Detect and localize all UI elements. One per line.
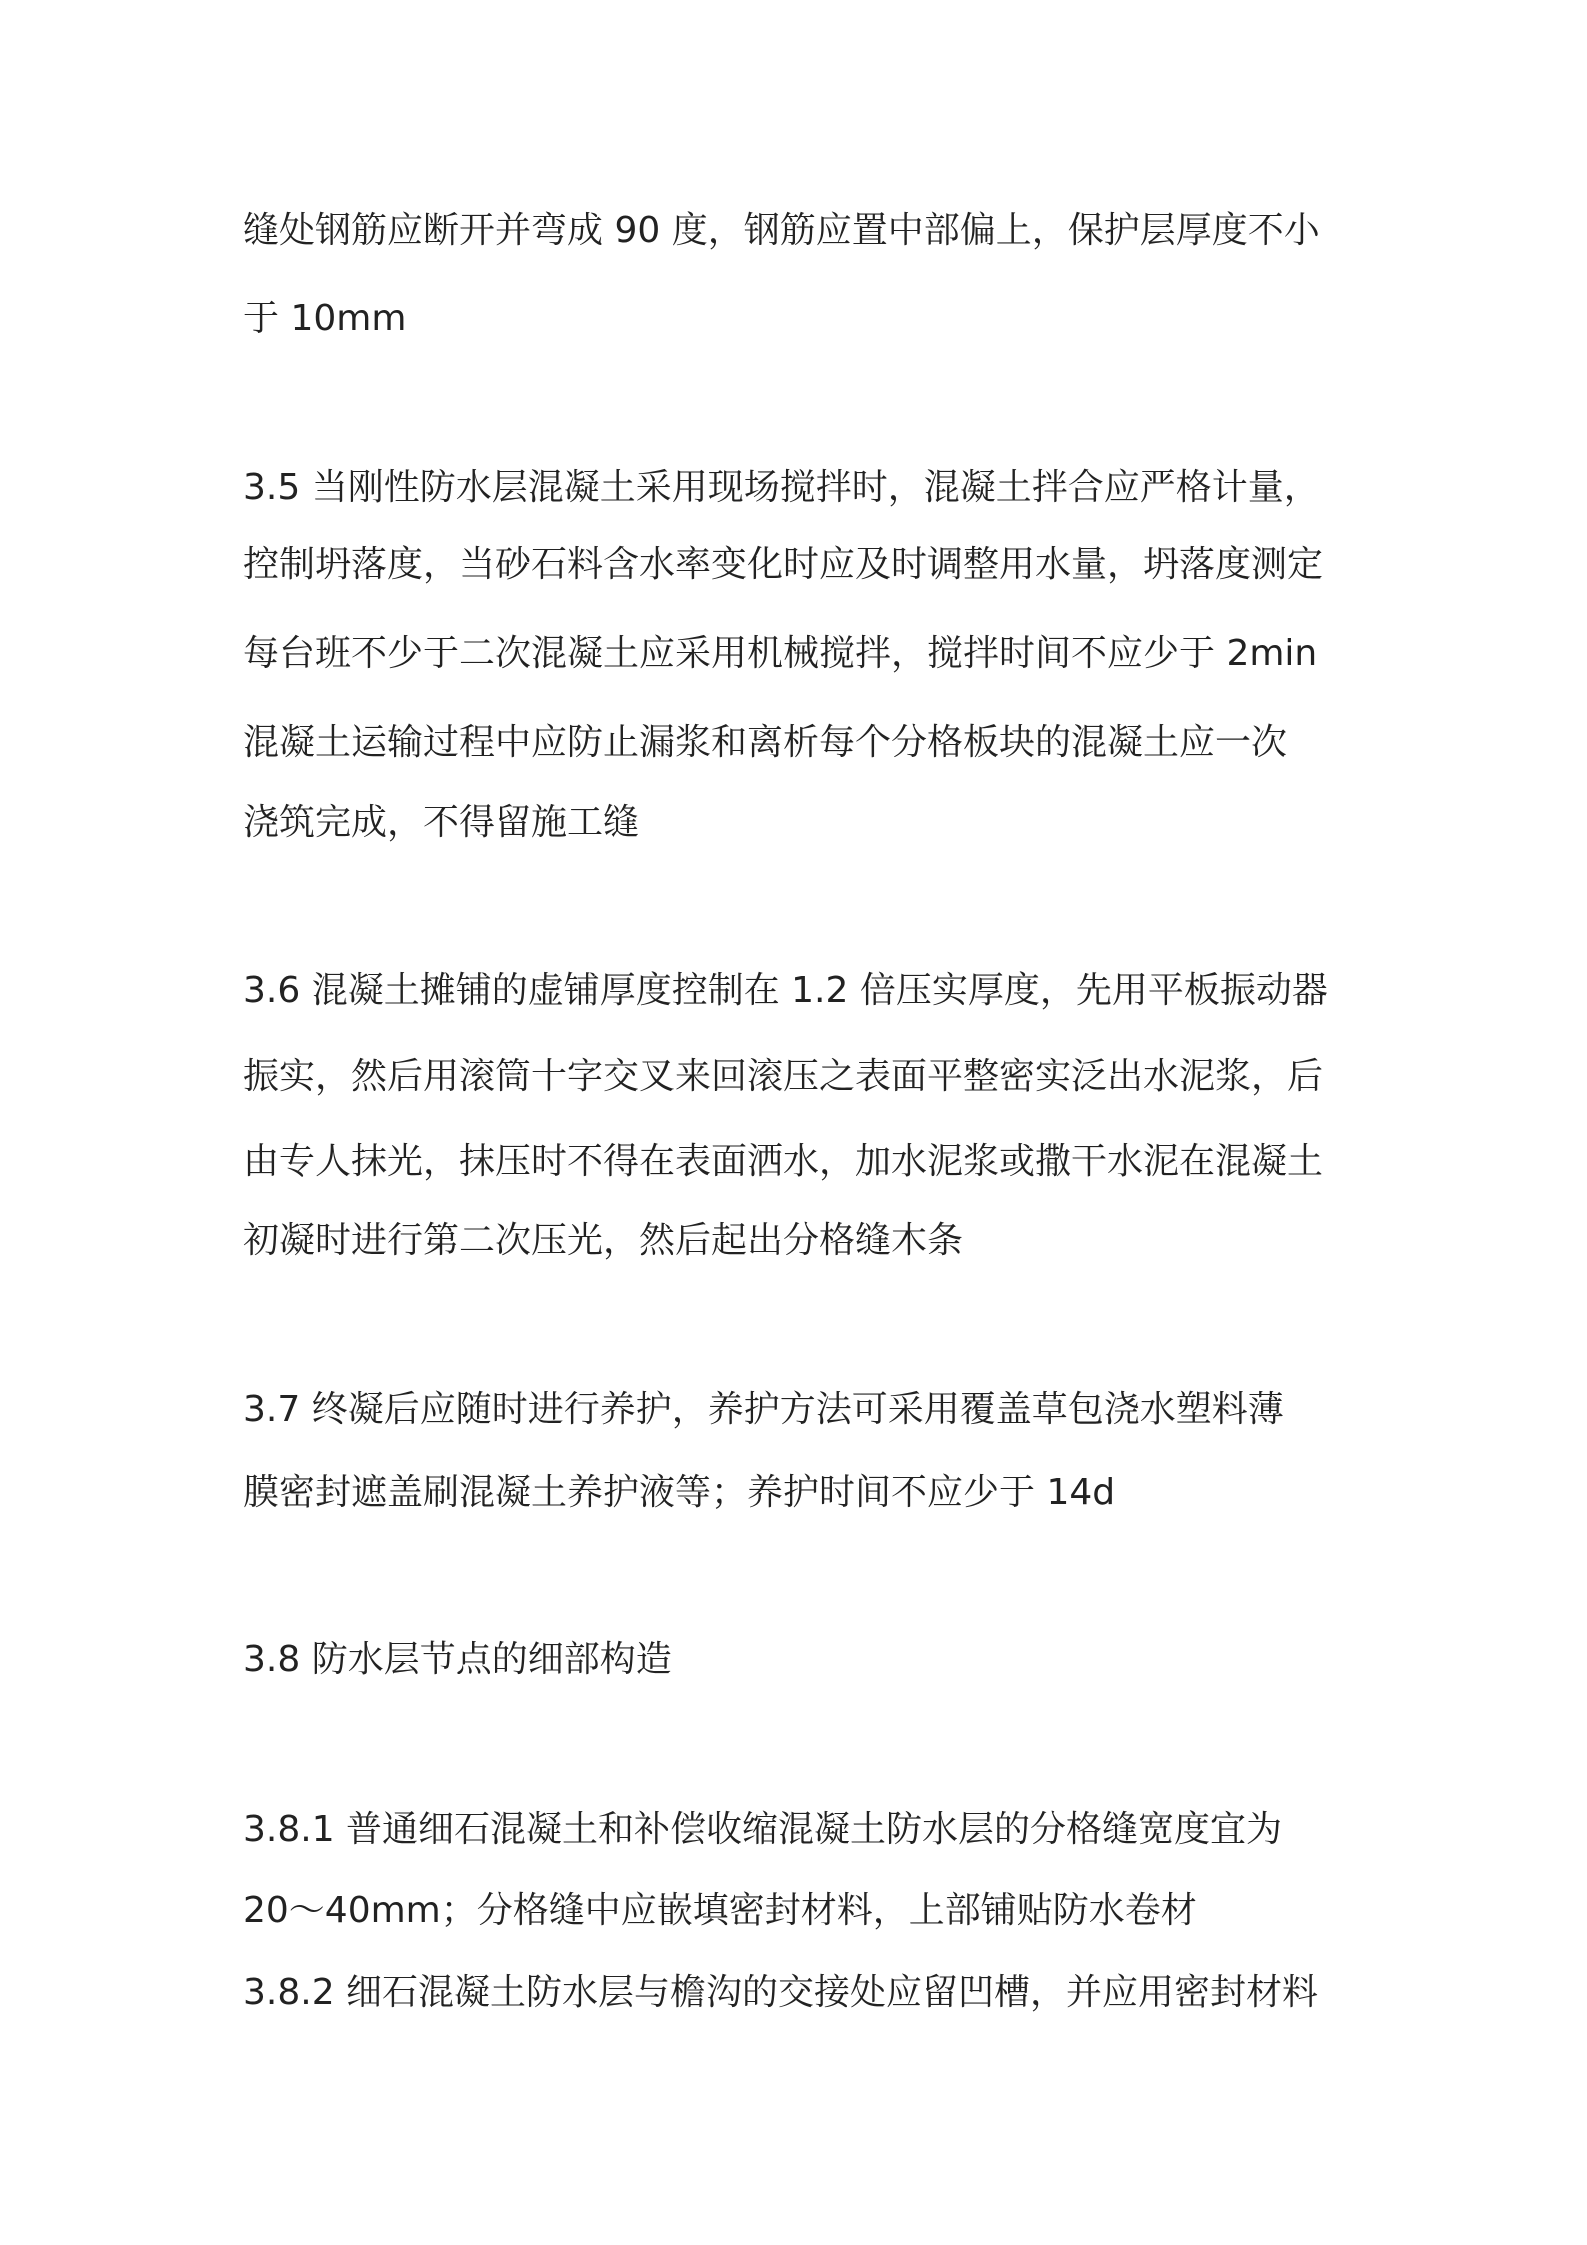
- text-line: 缝处钢筋应断开并弯成 90 度，钢筋应置中部偏上，保护层厚度不小: [243, 210, 1320, 251]
- text-line: 3.5 当刚性防水层混凝土采用现场搅拌时，混凝土拌合应严格计量，: [243, 467, 1320, 508]
- text-line: 浇筑完成，不得留施工缝: [243, 802, 640, 843]
- text-line: 混凝土运输过程中应防止漏浆和离析每个分格板块的混凝土应一次: [243, 722, 1288, 763]
- text-line: 由专人抹光，抹压时不得在表面洒水，加水泥浆或撒干水泥在混凝土: [243, 1141, 1324, 1182]
- section-heading: 3.8 防水层节点的细部构造: [243, 1639, 672, 1680]
- text-line: 每台班不少于二次混凝土应采用机械搅拌，搅拌时间不应少于 2min: [243, 633, 1318, 674]
- text-line: 3.8.1 普通细石混凝土和补偿收缩混凝土防水层的分格缝宽度宜为: [243, 1809, 1283, 1850]
- text-line: 初凝时进行第二次压光，然后起出分格缝木条: [243, 1220, 964, 1261]
- text-line: 3.7 终凝后应随时进行养护，养护方法可采用覆盖草包浇水塑料薄: [243, 1389, 1284, 1430]
- text-line: 控制坍落度，当砂石料含水率变化时应及时调整用水量，坍落度测定: [243, 544, 1324, 585]
- text-line: 3.8.2 细石混凝土防水层与檐沟的交接处应留凹槽，并应用密封材料: [243, 1972, 1319, 2013]
- text-line: 振实，然后用滚筒十字交叉来回滚压之表面平整密实泛出水泥浆，后: [243, 1056, 1324, 1097]
- text-line: 膜密封遮盖刷混凝土养护液等；养护时间不应少于 14d: [243, 1472, 1116, 1513]
- text-line: 3.6 混凝土摊铺的虚铺厚度控制在 1.2 倍压实厚度，先用平板振动器: [243, 970, 1328, 1011]
- text-line: 20～40mm；分格缝中应嵌填密封材料，上部铺贴防水卷材: [243, 1890, 1197, 1931]
- text-line: 于 10mm: [243, 298, 407, 339]
